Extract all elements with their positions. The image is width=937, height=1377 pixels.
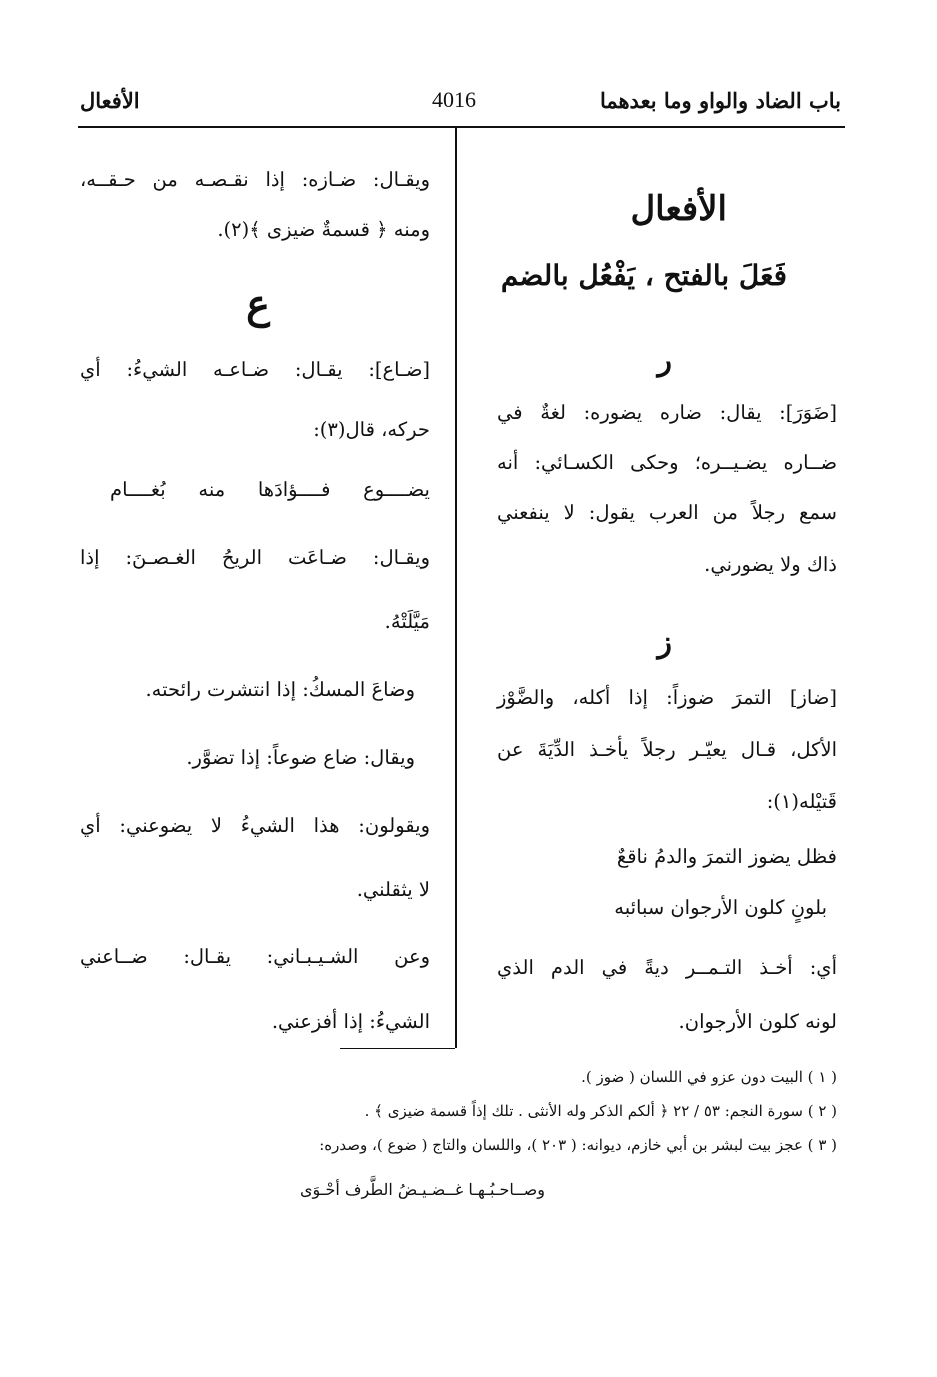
- letter-heading-ain: ع: [246, 281, 270, 328]
- running-header-section: الأفعال: [80, 88, 140, 113]
- entry-line: [ضـاع]: يقـال: ضـاعـه الشيءُ: أي: [80, 358, 430, 381]
- entry-line: ويقـال: ضـازه: إذا نقـصـه من حـقــه،: [80, 168, 430, 191]
- entry-line: ويقال: ضاع ضوعاً: إذا تضوَّر.: [186, 746, 415, 769]
- running-header-chapter: باب الضاد والواو وما بعدهما: [599, 88, 841, 113]
- entry-line: مَيَّلَتْهُ.: [384, 610, 430, 633]
- entry-line: الأكل، قـال يعيّـر رجلاً يأخـذ الدِّيَةَ عن: [497, 738, 837, 761]
- footnote: ( ١ ) البيت دون عزو في اللسان ( ضوز ).: [581, 1068, 837, 1086]
- section-title: الأفعال: [630, 189, 727, 229]
- page-number: 4016: [432, 87, 476, 112]
- verse-line: بلونٍ كلون الأرجوان سبائبه: [614, 896, 827, 919]
- entry-line: ذاك ولا يضورني.: [704, 553, 837, 576]
- column-divider: [455, 128, 457, 1048]
- entry-line: لا يثقلني.: [356, 878, 430, 901]
- entry-line: لونه كلون الأرجوان.: [678, 1010, 837, 1033]
- letter-heading-ra: ر: [657, 343, 672, 378]
- footnote: ( ٢ ) سورة النجم: ٥٣ / ٢٢ ﴿ ألكم الذكر وله الأنثى . تلك إذاً قسمة ضيزى ﴾ .: [364, 1102, 837, 1120]
- entry-line: [ضاز] التمرَ ضوزاً: إذا أكله، والضَّوْز: [497, 686, 837, 709]
- entry-line: ضــاره يضـيــره؛ وحكى الكسـائي: أنه: [497, 451, 837, 474]
- entry-line: وعن الشـيـبـاني: يقـال: ضــاعني: [80, 945, 430, 968]
- footnote-verse: وصــاحـبُـهـا غــضـيـضُ الطَّرف أحْـوَى: [300, 1180, 545, 1199]
- footnote-rule: [340, 1048, 455, 1049]
- verse-line: يضــــوع فــــؤادَها منه بُغــــام: [110, 478, 430, 501]
- entry-line: وضاعَ المسكُ: إذا انتشرت رائحته.: [145, 678, 415, 701]
- entry-line: قَتيْله(١):: [766, 790, 837, 813]
- section-subtitle: فَعَلَ بالفتح ، يَفْعُل بالضم: [500, 259, 787, 292]
- verse-line: فظل يضوز التمرَ والدمُ ناقعٌ: [616, 845, 837, 868]
- letter-heading-zay: ز: [657, 625, 672, 660]
- entry-line: [ضَوَرَ]: يقال: ضاره يضوره: لغةٌ في: [497, 401, 837, 424]
- entry-line: ويقـال: ضـاعَت الريحُ الغـصـنَ: إذا: [80, 546, 430, 569]
- entry-line: أي: أخـذ التـمــر ديةً في الدم الذي: [497, 956, 837, 979]
- entry-line: ويقولون: هذا الشيءُ لا يضوعني: أي: [80, 814, 430, 837]
- footnote: ( ٣ ) عجز بيت لبشر بن أبي خازم، ديوانه: ( ٢٠٣ )، واللسان والتاج ( ضوع )، وصدره:: [319, 1136, 837, 1154]
- header-rule: [78, 126, 845, 128]
- entry-line: الشيءُ: إذا أفزعني.: [271, 1010, 430, 1033]
- entry-line: حركه، قال(٣):: [313, 418, 430, 441]
- entry-line: سمع رجلاً من العرب يقول: لا ينفعني: [497, 501, 837, 524]
- entry-line: ومنه ﴿ قسمةٌ ضيزى ﴾(٢).: [217, 218, 430, 241]
